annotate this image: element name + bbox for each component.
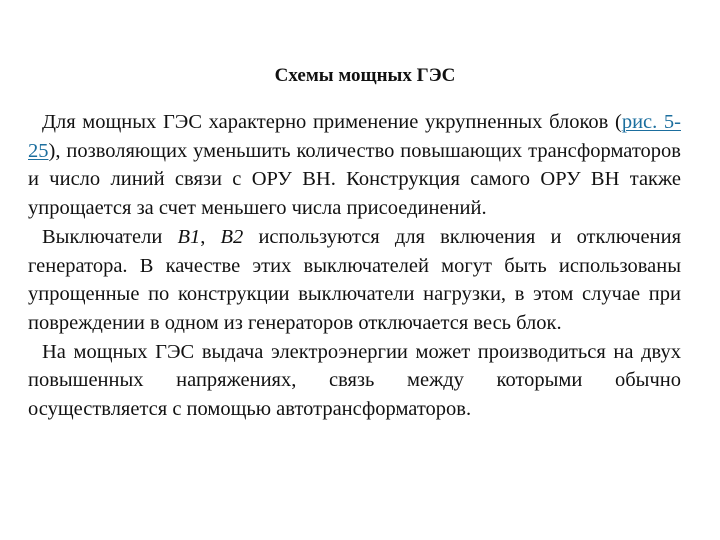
paragraph-1-text-start: Для мощных ГЭС характерно применение укрупненных блоков ( [42, 111, 622, 133]
figure-link[interactable]: рис. 5-25 [28, 111, 681, 162]
breaker-b1-label: В1 [177, 225, 201, 248]
paragraph-2-text-end: используются для включения и отключения генератора. В качестве этих выключателей могут быть использованы упрощенные по конструкции выключатели нагрузки, в этом случае при повреждении в одном из генераторов отключается весь блок. [28, 225, 682, 334]
paragraph-2-separator: , [200, 225, 221, 248]
breaker-b2-label: В2 [220, 225, 244, 248]
paragraph-2-text-start: Выключатели [42, 225, 178, 248]
paragraph-3: На мощных ГЭС выдача электроэнергии может производиться на двух повышенных напряжениях, связь между которыми обычно осуществляется с помощью автотрансформаторов. [28, 340, 681, 421]
paragraph-1-text-end: ), позволяющих уменьшить количество повышающих трансформаторов и число линий связи с ОРУ ВН. Конструкция самого ОРУ ВН также упрощается за счет меньшего числа присоединений. [28, 139, 681, 220]
paragraph-1 [28, 108, 681, 223]
page-title: Схемы мощных ГЭС [274, 65, 456, 86]
body-text [28, 108, 681, 424]
paragraph-2 [28, 223, 681, 338]
